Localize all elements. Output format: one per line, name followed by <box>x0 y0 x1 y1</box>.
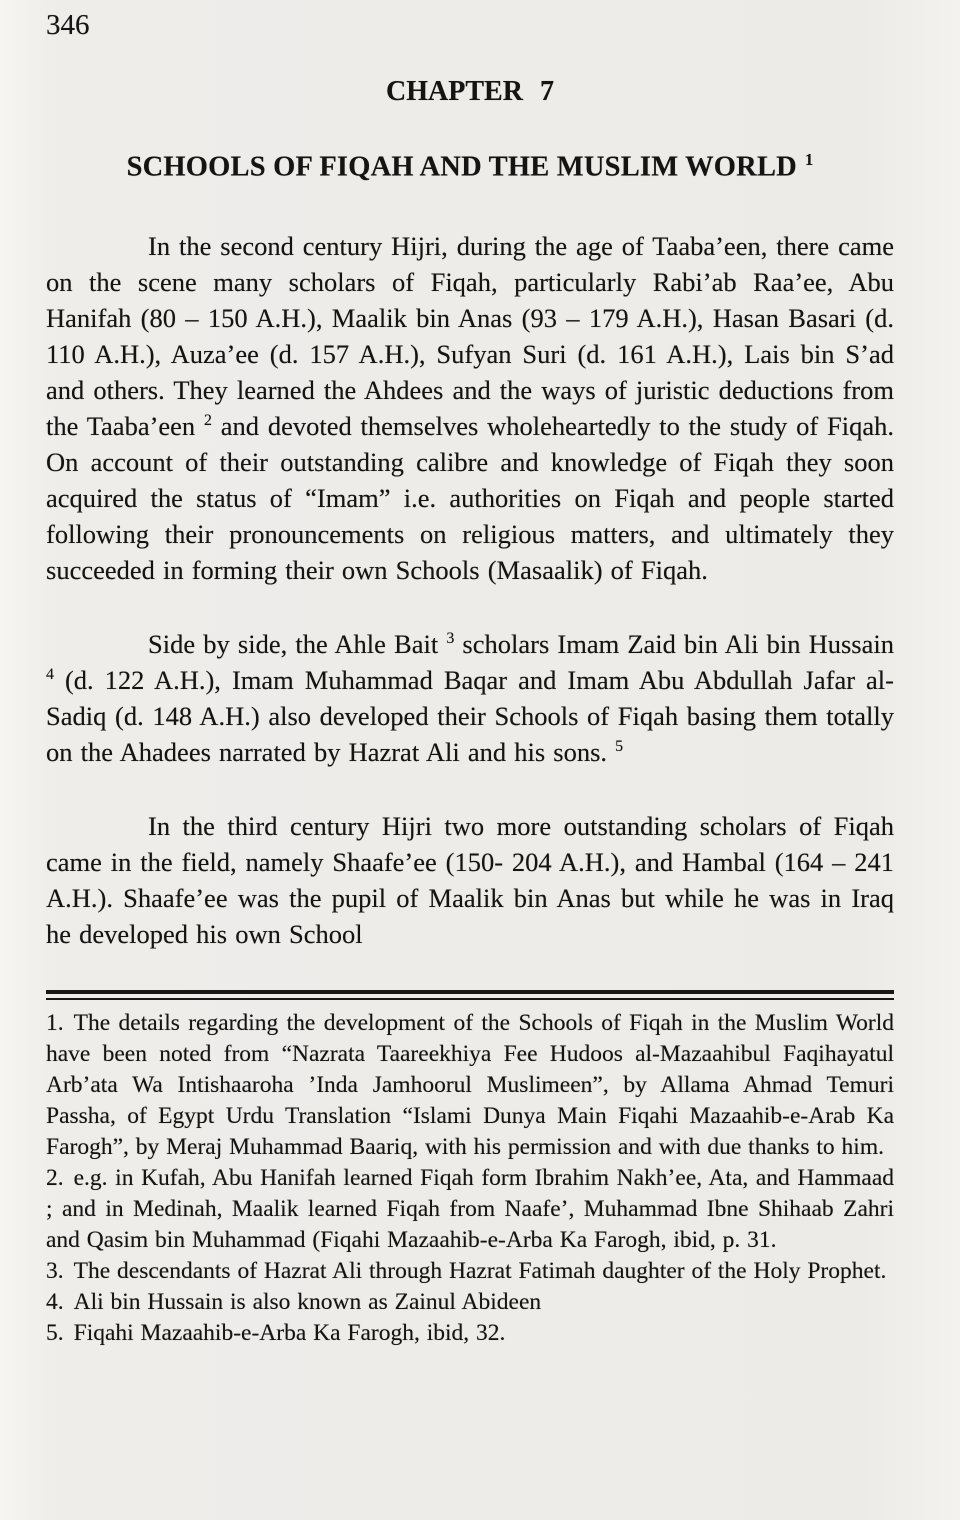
footnote-3-number: 3. <box>46 1257 64 1284</box>
page-number: 346 <box>46 9 90 41</box>
chapter-heading: CHAPTER 7 <box>386 76 554 107</box>
footnote-3-text: The descendants of Hazrat Ali through Hazrat Fatimah daughter of the Holy Prophet. <box>73 1257 887 1284</box>
footnote-4-text: Ali bin Hussain is also known as Zainul Abideen <box>73 1288 542 1315</box>
footnote-4-number: 4. <box>46 1288 64 1315</box>
paragraph-1: In the second century Hijri, during the age of Taaba’een, there came on the scene many scholars of Fiqah, particularly Rabi’ab Raa’ee, Abu Hanifah (80 – 150 A.H.), Maalik bin Anas (93 – 179 A.H.), Hasan Basari (d. 110 A.H.), Auza’ee (d. 157 A.H.), Sufyan Suri (d. 161 A.H.), Lais bin S’ad and others. They learned the Ahdees and the ways of juristic deductions from the Taaba’een $^2$ and devoted themselves wholeheartedly to the study of Fiqah. On account of their outstanding calibre and knowledge of Fiqah they soon acquired the status of “Imam” i.e. authorities on Fiqah and people started following their pronouncements on religious matters, and ultimately they succeeded in forming their own Schools (Masaalik) of Fiqah. <box>46 230 894 585</box>
body-text <box>46 228 894 952</box>
footnote-3 <box>46 1256 894 1287</box>
footnote-separator-rule <box>46 990 894 1000</box>
footnote-1-text: The details regarding the development of the Schools of Fiqah in the Muslim World have been noted from “Nazrata Taareekhiya Fee Hudoos al-Mazaahibul Faqihayatul Arb’ata Wa Intishaaroha ’Inda Jamhoorul Muslimeen”, by Allama Ahmad Temuri Passha, of Egypt Urdu Translation “Islami Dunya Main Fiqahi Mazaahib-e-Arab Ka Farogh”, by Meraj Muhammad Baariq, with his permission and with due thanks to him. <box>46 1009 894 1160</box>
document-title-text: SCHOOLS OF FIQAH AND THE MUSLIM WORLD <box>126 151 797 183</box>
footnotes-section <box>46 1008 894 1349</box>
footnote-2-text: e.g. in Kufah, Abu Hanifah learned Fiqah form Ibrahim Nakh’ee, Ata, and Hammaad ; and in Medinah, Maalik learned Fiqah from Naafe’, Muhammad Ibne Shihaab Zahri and Qasim bin Muhammad (Fiqahi Mazaahib-e-Arba Ka Farogh, ibid, p. 31. <box>46 1164 894 1253</box>
footnote-5-text: Fiqahi Mazaahib-e-Arba Ka Farogh, ibid, 32. <box>73 1319 506 1346</box>
document-title <box>46 150 894 184</box>
footnote-2 <box>46 1163 894 1256</box>
footnote-2-number: 2. <box>46 1164 64 1191</box>
paragraph-2: Side by side, the Ahle Bait $^3$ scholars Imam Zaid bin Ali bin Hussain $^4$ (d. 122 A.H.), Imam Muhammad Baqar and Imam Abu Abdullah Jafar al-Sadiq (d. 148 A.H.) also developed their Schools of Fiqah basing them totally on the Ahadees narrated by Hazrat Ali and his sons. $^5$ <box>46 628 894 767</box>
footnote-5 <box>46 1318 894 1349</box>
footnote-5-number: 5. <box>46 1319 64 1346</box>
footnote-1 <box>46 1008 894 1163</box>
footnote-1-number: 1. <box>46 1009 64 1036</box>
footnote-4 <box>46 1287 894 1318</box>
title-footnote-ref: 1 <box>804 150 814 169</box>
paragraph-3: In the third century Hijri two more outstanding scholars of Fiqah came in the field, namely Shaafe’ee (150- 204 A.H.), and Hambal (164 – 241 A.H.). Shaafe’ee was the pupil of Maalik bin Anas but while he was in Iraq he developed his own School <box>46 810 894 949</box>
